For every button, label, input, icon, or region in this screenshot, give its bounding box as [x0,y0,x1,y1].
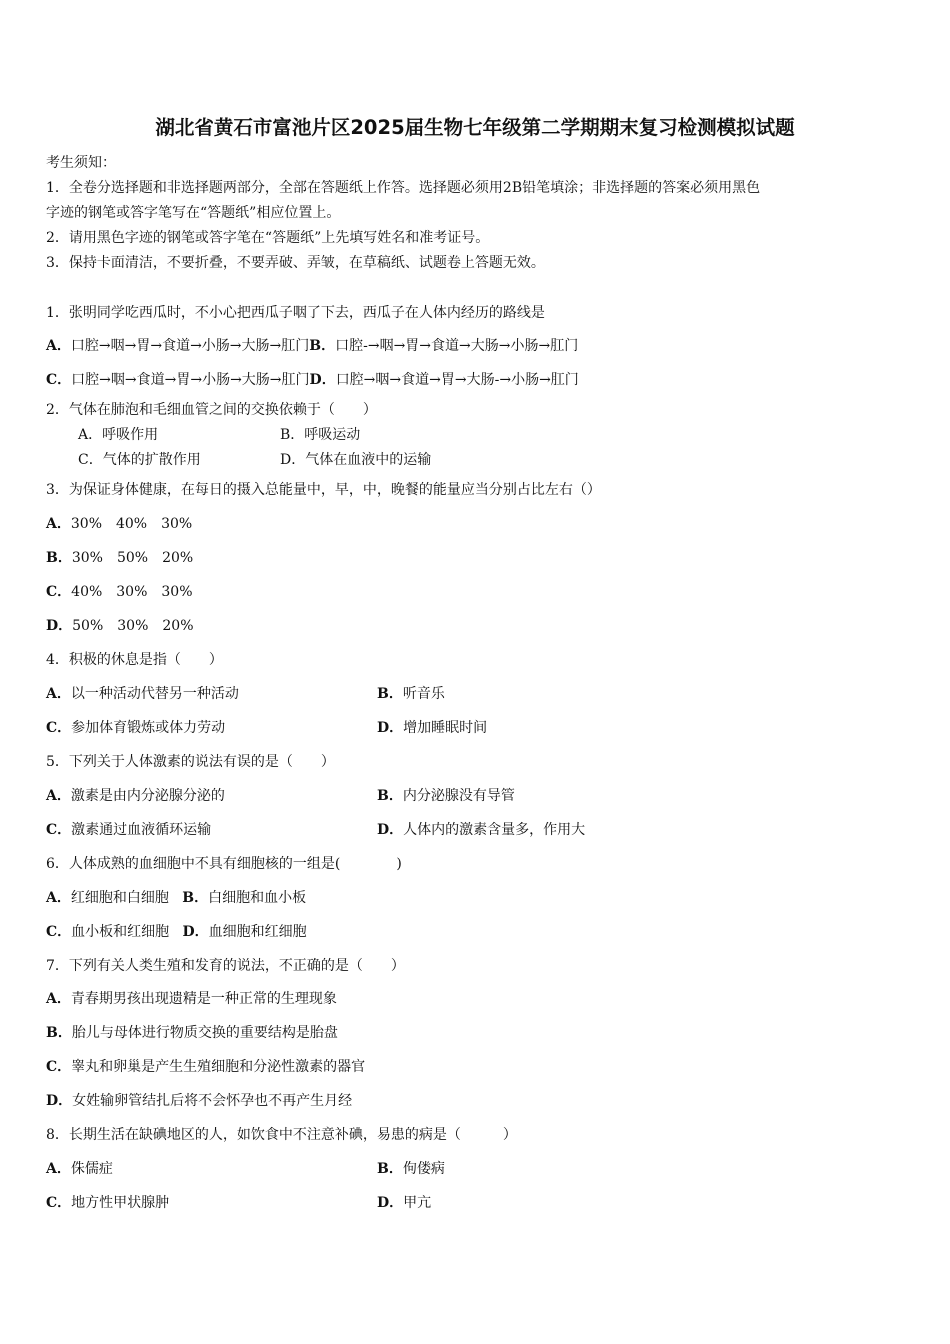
question-5-option-c [46,819,211,839]
option-label: B． [377,1161,403,1177]
option-text: 增加睡眠时间 [403,720,488,736]
question-3-stem: 3．为保证身体健康，在每日的摄入总能量中，早，中，晚餐的能量应当分别占比左右（） [46,482,601,498]
option-text: 激素通过血液循环运输 [71,822,212,838]
option-label: C． [46,1195,72,1211]
option-text: 胎儿与母体进行物质交换的重要结构是胎盘 [71,1025,338,1041]
option-text: 30% 50% 20% [71,550,194,566]
option-text: 血细胞和红细胞 [208,924,307,940]
question-2-option-c: C．气体的扩散作用 [78,452,201,468]
notice-item: 2．请用黑色字迹的钢笔或答字笔在“答题纸”上先填写姓名和准考证号。 [46,230,490,246]
option-label: A． [46,1161,71,1177]
question-3-option-c [46,581,193,601]
question-7-option-b [46,1022,338,1042]
question-7-stem: 7．下列有关人类生殖和发育的说法，不正确的是（ ） [46,958,405,974]
option-text: 口腔→咽→胃→食道→小肠→大肠→肛门 [70,338,310,354]
question-6-stem: 6．人体成熟的血细胞中不具有细胞核的一组是( ) [46,856,402,872]
notice-item: 3．保持卡面清洁，不要折叠，不要弄破、弄皱，在草稿纸、试题卷上答题无效。 [46,255,545,271]
option-label: D． [46,618,73,634]
option-label: C． [46,1059,72,1075]
question-4-stem: 4．积极的休息是指（ ） [46,652,223,668]
option-label: A． [46,890,71,906]
option-text: 口腔-→咽→胃→食道→大肠→小肠→肛门 [335,338,579,354]
option-text: 女姓输卵管结扎后将不会怀孕也不再产生月经 [72,1093,353,1109]
question-6-option-c-d [46,921,307,941]
option-text: 激素是由内分泌腺分泌的 [70,788,225,804]
question-8-option-c [46,1192,169,1212]
option-text: 红细胞和白细胞 [70,890,169,906]
option-text: 口腔→咽→食道→胃→大肠-→小肠→肛门 [335,372,579,388]
option-text: 50% 30% 20% [72,618,194,634]
question-7-option-d [46,1090,352,1110]
option-label: B． [182,890,209,906]
option-label: B． [46,1025,72,1041]
question-5-stem: 5．下列关于人体激素的说法有误的是（ ） [46,754,335,770]
option-text: 睾丸和卵巢是产生生殖细胞和分泌性激素的器官 [71,1059,366,1075]
option-text: 内分泌腺没有导管 [402,788,515,804]
option-label: A． [46,686,71,702]
question-3-option-b [46,547,193,567]
option-label: C． [46,720,72,736]
option-label: A． [46,338,71,354]
option-label: A． [46,788,71,804]
option-label: D． [309,372,336,388]
option-text: 甲亢 [403,1195,432,1211]
option-label: A． [46,991,71,1007]
option-label: D． [377,822,404,838]
question-2-stem: 2．气体在肺泡和毛细血管之间的交换依赖于（ ） [46,402,377,418]
option-label: B． [309,338,336,354]
page-title: 湖北省黄石市富池片区2025届生物七年级第二学期期末复习检测模拟试题 [155,116,795,139]
option-text: 以一种活动代替另一种活动 [70,686,239,702]
option-label: C． [46,584,72,600]
option-label: C． [46,924,72,940]
question-5-option-d [377,819,585,839]
option-label: D． [182,924,209,940]
question-3-option-d [46,615,194,635]
option-label: B． [377,788,403,804]
question-4-option-a [46,683,239,703]
option-text: 30% 40% 30% [70,516,193,532]
option-label: D． [377,1195,404,1211]
question-8-option-d [377,1192,431,1212]
option-text: 青春期男孩出现遗精是一种正常的生理现象 [70,991,337,1007]
notice-item: 字迹的钢笔或答字笔写在“答题纸”相应位置上。 [46,205,341,221]
question-2-option-d: D．气体在血液中的运输 [280,452,432,468]
option-text: 参加体育锻炼或体力劳动 [71,720,226,736]
question-4-option-d [377,717,487,737]
notice-heading: 考生须知： [46,155,116,171]
option-label: D． [377,720,404,736]
question-2-option-b: B．呼吸运动 [280,427,361,443]
option-text: 侏儒症 [70,1161,113,1177]
notice-item: 1．全卷分选择题和非选择题两部分，全部在答题纸上作答。选择题必须用2B铅笔填涂；非选择题的答案必须用黑色 [46,180,761,196]
option-text: 血小板和红细胞 [71,924,170,940]
option-label: B． [46,550,72,566]
question-8-option-b [377,1158,445,1178]
question-6-option-a-b [46,887,306,907]
option-text: 口腔→咽→食道→胃→小肠→大肠→肛门 [71,372,310,388]
question-7-option-a [46,988,337,1008]
option-label: A． [46,516,71,532]
question-1-stem: 1．张明同学吃西瓜时，不小心把西瓜子咽了下去，西瓜子在人体内经历的路线是 [46,305,545,321]
question-7-option-c [46,1056,365,1076]
option-label: C． [46,822,72,838]
option-label: C． [46,372,72,388]
question-1-option-a-b [46,335,578,355]
option-text: 听音乐 [402,686,445,702]
question-8-option-a [46,1158,113,1178]
option-text: 40% 30% 30% [71,584,193,600]
question-3-option-a [46,513,192,533]
question-5-option-a [46,785,225,805]
option-text: 佝偻病 [402,1161,445,1177]
question-4-option-b [377,683,445,703]
option-text: 白细胞和血小板 [208,890,307,906]
option-text: 人体内的激素含量多，作用大 [403,822,586,838]
question-4-option-c [46,717,225,737]
option-label: D． [46,1093,73,1109]
question-2-option-a: A．呼吸作用 [78,427,159,443]
question-1-option-c-d [46,369,579,389]
option-label: B． [377,686,403,702]
option-text: 地方性甲状腺肿 [71,1195,170,1211]
question-8-stem: 8．长期生活在缺碘地区的人，如饮食中不注意补碘，易患的病是（ ） [46,1127,517,1143]
question-5-option-b [377,785,515,805]
